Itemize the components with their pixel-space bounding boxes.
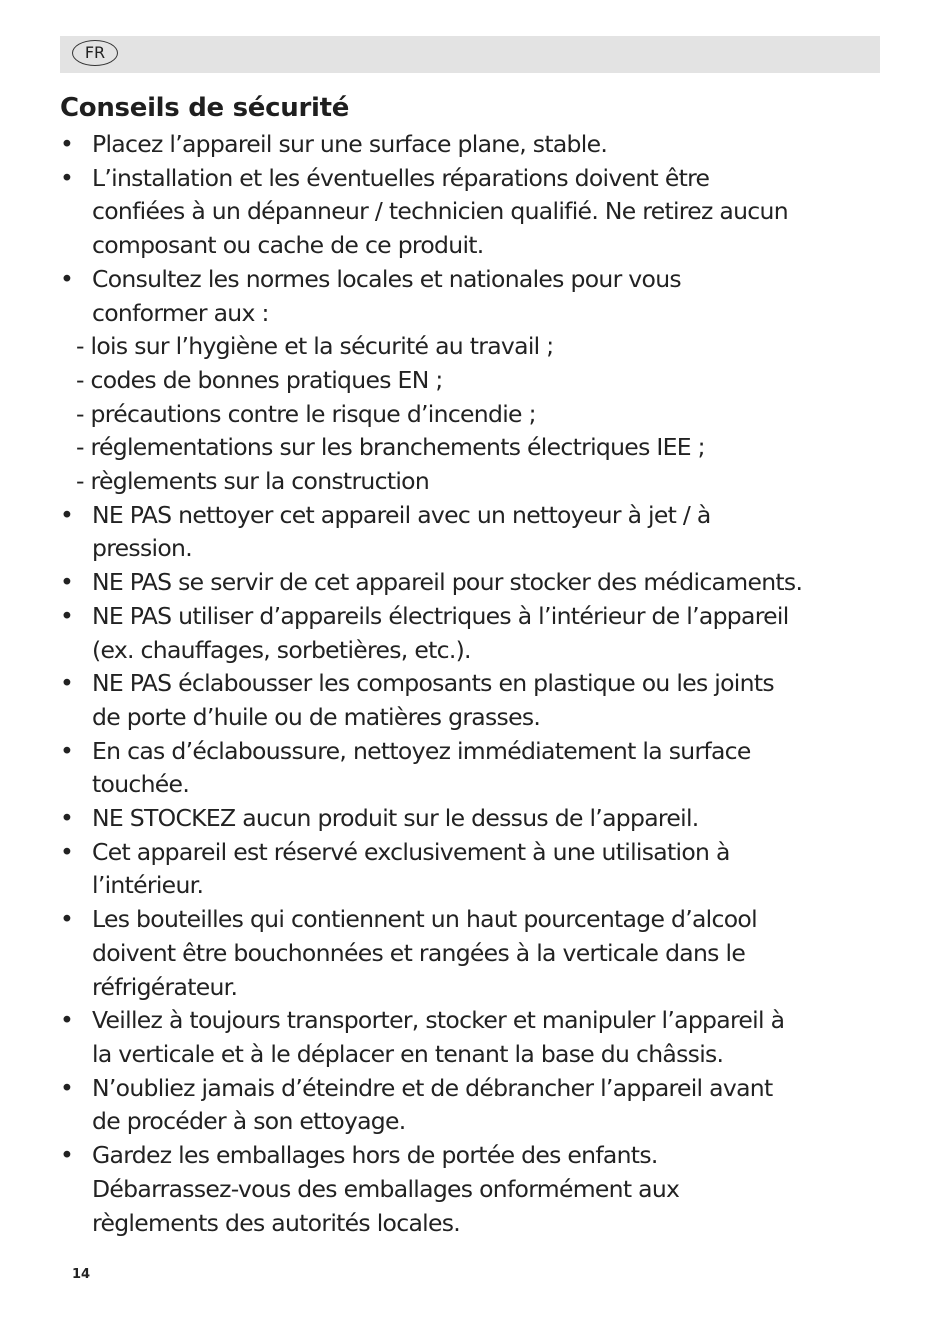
list-item-text: doivent être bouchonnées et rangées à la verticale dans le (92, 938, 746, 967)
list-item (60, 600, 890, 667)
language-header-bar (60, 36, 880, 73)
bullet-icon: • (60, 804, 74, 833)
list-item (60, 499, 890, 566)
bullet-icon: • (60, 163, 74, 192)
list-item (60, 263, 890, 330)
list-item-text: touchée. (92, 770, 190, 799)
list-item-text: règlements des autorités locales. (92, 1208, 461, 1237)
list-item-text: de porte d’huile ou de matières grasses. (92, 702, 541, 731)
bullet-icon: • (60, 264, 74, 293)
list-item-text: la verticale et à le déplacer en tenant la base du châssis. (92, 1039, 724, 1068)
bullet-icon: • (60, 500, 74, 529)
list-item-text: NE PAS nettoyer cet appareil avec un nettoyeur à jet / à (92, 500, 711, 529)
list-item-text: Les bouteilles qui contiennent un haut pourcentage d’alcool (92, 905, 757, 934)
list-item (60, 735, 890, 802)
list-item-text: NE PAS se servir de cet appareil pour stocker des médicaments. (92, 568, 803, 597)
list-item-text: Consultez les normes locales et nationales pour vous (92, 264, 681, 293)
list-item-text: En cas d’éclaboussure, nettoyez immédiatement la surface (92, 736, 751, 765)
list-item-text: (ex. chauffages, sorbetières, etc.). (92, 635, 471, 664)
list-item (60, 1072, 890, 1139)
list-item-text: composant ou cache de ce produit. (92, 231, 484, 260)
list-item-text: NE PAS utiliser d’appareils électriques à l’intérieur de l’appareil (92, 601, 789, 630)
safety-advice-list (60, 128, 890, 1240)
list-item-text: de procéder à son ettoyage. (92, 1107, 406, 1136)
list-item-text: Cet appareil est réservé exclusivement à une utilisation à (92, 837, 730, 866)
section-title: Conseils de sécurité (60, 93, 350, 123)
bullet-icon: • (60, 837, 74, 866)
list-item (60, 1139, 890, 1240)
list-item (60, 1004, 890, 1071)
list-item-text: Placez l’appareil sur une surface plane, stable. (92, 130, 608, 158)
list-item-text: NE PAS éclabousser les composants en plastique ou les joints (92, 669, 774, 698)
list-item (60, 903, 890, 1004)
list-item-text: Veillez à toujours transporter, stocker et manipuler l’appareil à (92, 1006, 785, 1035)
bullet-icon: • (60, 905, 74, 934)
list-item-text: Débarrassez-vous des emballages onformément aux (92, 1174, 680, 1203)
list-item-text: pression. (92, 534, 192, 563)
list-item-text: L’installation et les éventuelles réparations doivent être (92, 163, 710, 192)
list-item-text: confiées à un dépanneur / technicien qualifié. Ne retirez aucun (92, 197, 788, 226)
sub-list-item: - réglementations sur les branchements électriques IEE ; (76, 433, 705, 462)
list-item (60, 128, 890, 162)
list-item-text: Gardez les emballages hors de portée des enfants. (92, 1141, 658, 1170)
list-item (60, 836, 890, 903)
sub-list-item: - précautions contre le risque d’incendie ; (76, 399, 536, 428)
list-item-text: NE STOCKEZ aucun produit sur le dessus de l’appareil. (92, 804, 699, 833)
bullet-icon: • (60, 736, 74, 765)
sub-list-item: - lois sur l’hygiène et la sécurité au travail ; (76, 332, 554, 361)
bullet-icon: • (60, 1006, 74, 1035)
bullet-icon: • (60, 601, 74, 630)
list-item (60, 566, 890, 600)
language-badge: FR (72, 40, 118, 66)
page-number: 14 (72, 1267, 91, 1282)
list-item (60, 802, 890, 836)
safety-section (60, 88, 890, 1240)
bullet-icon: • (60, 130, 74, 158)
list-item-text: conformer aux : (92, 298, 269, 327)
sub-list-item: - codes de bonnes pratiques EN ; (76, 365, 443, 394)
list-item-text: réfrigérateur. (92, 972, 238, 1001)
bullet-icon: • (60, 1141, 74, 1170)
bullet-icon: • (60, 568, 74, 597)
list-item-text: N’oubliez jamais d’éteindre et de débrancher l’appareil avant (92, 1073, 773, 1102)
list-item (60, 667, 890, 734)
list-item (60, 162, 890, 263)
bullet-icon: • (60, 1073, 74, 1102)
bullet-icon: • (60, 669, 74, 698)
sub-list-item: - règlements sur la construction (76, 467, 430, 496)
list-item-text: l’intérieur. (92, 871, 204, 900)
